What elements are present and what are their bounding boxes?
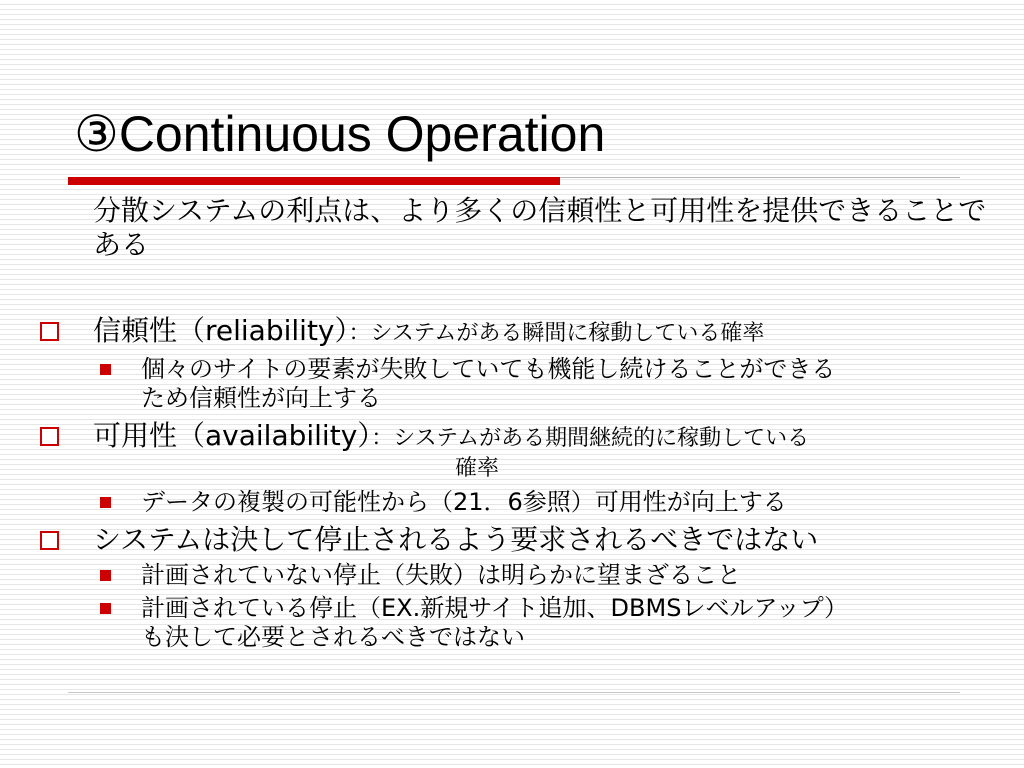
sub-bullet-line: ため信頼性が向上する [141,384,381,412]
bullet-note: ：システムがある瞬間に稼動している確率 [348,321,765,346]
bullet-note-wrap: 確率 [455,456,500,481]
bullet-availability [0,419,1024,482]
filled-square-bullet-icon [100,603,111,614]
hollow-square-bullet-icon [40,427,59,446]
filled-square-bullet-icon [100,570,111,581]
bullet-label: 可用性（availability） [93,419,372,452]
hollow-square-bullet-icon [40,531,59,550]
sub-bullet-line: も決して必要とされるべきではない [141,623,525,651]
sub-bullet-availability [0,488,1024,517]
bullet-note: ：システムがある期間継続的に稼動している [371,426,810,451]
filled-square-bullet-icon [100,497,111,508]
bullet-list [0,314,1024,652]
sub-bullet-line: 計画されていない停止（失敗）は明らかに望まざること [141,561,741,589]
bullet-reliability [0,314,1024,351]
title-divider-line [560,177,960,178]
footer-divider-line [68,692,960,693]
slide-title: ③Continuous Operation [74,106,606,162]
bullet-label: 信頼性（reliability） [93,314,349,347]
sub-bullet-reliability [0,355,1024,413]
bullet-label: システムは決して停止されるよう要求されるべきではない [93,523,819,556]
title-accent-bar [68,177,560,185]
intro-text: 分散システムの利点は、より多くの信頼性と可用性を提供できることである [93,194,987,261]
sub-bullet-line: 個々のサイトの要素が失敗していても機能し続けることができる [141,355,836,383]
sub-bullet-planned-stop [0,594,1024,652]
sub-bullet-line: 計画されている停止（EX.新規サイト追加、DBMSレベルアップ） [141,594,848,622]
sub-bullet-unplanned-stop [0,561,1024,590]
sub-bullet-line: データの複製の可能性から（21．6参照）可用性が向上する [141,488,787,516]
filled-square-bullet-icon [100,364,111,375]
hollow-square-bullet-icon [40,322,59,341]
bullet-never-stop [0,523,1024,557]
